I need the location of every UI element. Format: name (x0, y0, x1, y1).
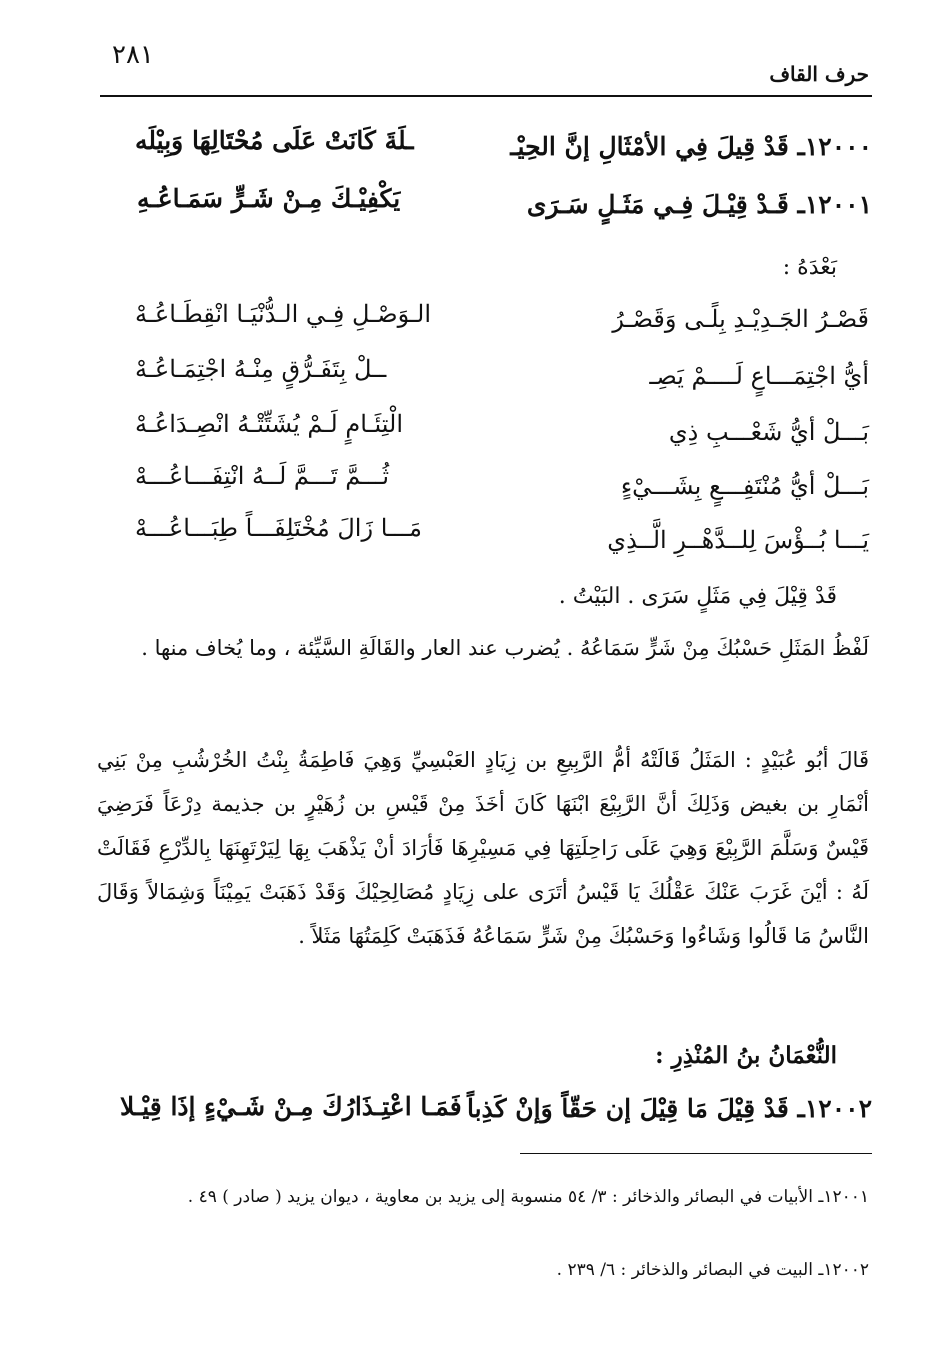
poet-label: النُّعْمَانُ بنُ المُنْذِرِ : (655, 1042, 837, 1069)
poem-line-2-second: ــلْ بِتَفَـرُّقٍ مِنْـهُ اجْتِمَـاعُـهْ (135, 355, 387, 383)
poem-line-3-first: بَـــلْ أيُّ شَعْـــبِ ذِي (668, 418, 869, 446)
quote-line: قَدْ قِيْلَ فِي مَثَلٍ سَرَى . البَيْتُ . (558, 584, 837, 609)
verse-12000-second-hemistich: ـلَةَ كَانَتْ عَلَى مُحْتَالِهَا وَبِيْلَه (135, 126, 414, 155)
running-title: حرف القاف (769, 62, 869, 86)
poem-line-4-first: بَـــلْ أيُّ مُنْتَفِـــعٍ بِشَـــيْءٍ (620, 472, 869, 500)
verse-12000-first-hemistich: ١٢٠٠٠ـ قَدْ قِيلَ فِي الأمْثَالِ إنَّ الحِيْـ (510, 132, 872, 161)
poem-line-2-first: أيُّ اجْتِمَـــاعٍ لَــــمْ يَصِـ (649, 362, 869, 390)
verse-12002-first-hemistich: ١٢٠٠٢ـ قَدْ قِيْلَ مَا قِيْلَ إن حَقّاً وَإنْ كَذِباً (466, 1094, 872, 1123)
poem-line-4-second: ثُـــمَّ تَـــمَّ لَــهُ انْتِفَـــاعُـــهْ (135, 462, 390, 490)
paragraph-meaning: لَفْظُ المَثَلِ حَسْبُكَ مِنْ شَرٍّ سَمَاعُهُ . يُضرب عند العار والقَالَةِ السَّيِّئة ، وما يُخاف منها . (141, 636, 869, 660)
poem-line-5-second: مَـــا زَالَ مُخْتَلِفَـــاً طِبَـــاعُـــهْ (135, 514, 422, 542)
verse-12001-second-hemistich: يَكْفِيْـكَ مِـنْ شَـرٍّ سَمَـاعُـهِ (137, 184, 401, 213)
poem-line-5-first: يَـــا بُــؤْسَ لِلــدَّهْــرِ الَّــذِي (607, 526, 869, 554)
poem-line-3-second: الْتِئَـامٍ لَـمْ يُشَتِّتْـهُ انْصِـدَاعُـهْ (135, 410, 404, 438)
poem-line-1-second: الـوَصْـلِ فِـي الـدُّنْيَـا انْقِطَـاعُـهْ (135, 300, 432, 328)
footnote-rule (520, 1153, 872, 1154)
paragraph-story: قَالَ أبُو عُبَيْدٍ : المَثَلُ قَالَتْهُ أمُّ الرَّبِيعِ بن زِيَادٍ العَبْسِيِّ وَهِيَ فَاطِمَةُ بِنْتُ الخُرْشُبِ مِنْ بَنِي أنْمَارِ بن بغيض وَذَلِكَ أنَّ الرَّبِيْعَ ابْنَهَا كَانَ أخَذَ مِنْ قَيْسِ بن زُهَيْرٍ بن جذيمة دِرْعَاً فَرَضِيَ قَيْسٌ وَسَلَّمَ الرَّبِيْعَ وَهِيَ عَلَى رَاحِلَتِهَا فِي مَسِيْرِهَا فَأرَادَ أنْ يَذْهَبَ بِهَا لِيَرْتَهِنَهَا بِالدِّرْعِ فَقَالَتْ لَهُ : أيْنَ غَرَبَ عَنْكَ عَقْلُكَ يَا قَيْسُ أتَرَى على زِيَادٍ مُصَالِحِيْكَ وَقَدْ ذَهَبَتْ يَمِيْنَاً وَشِمَالاً وَقَالَ النَّاسُ مَا قَالُوا وَشَاءُوا وَحَسْبُكَ مِنْ شَرٍّ سَمَاعُهُ فَذَهَبَتْ كَلِمَتُهَا مَثَلاً . (97, 748, 869, 948)
poem-line-1-first: قَصْـرُ الجَـدِيْـدِ بِلًـى وَقَصْـرُ (612, 305, 869, 333)
verse-12001-first-hemistich: ١٢٠٠١ـ قَـدْ قِيْـلَ فِـي مَثَـلٍ سَـرَى (526, 190, 872, 219)
header-rule (100, 95, 872, 97)
footnote-12001: ١٢٠٠١ـ الأبيات في البصائر والذخائر : ٣/ ٥٤ منسوبة إلى يزيد بن معاوية ، ديوان يزيد ( صادر ) ٤٩ . (187, 1187, 869, 1207)
page-number: ٢٨١ (112, 40, 154, 70)
verse-12002-second-hemistich: فَمَـا اعْتِـذَارُكَ مِـنْ شَـيْءٍ إذَا قِيْـلا (120, 1092, 462, 1121)
footnote-12002: ١٢٠٠٢ـ البيت في البصائر والذخائر : ٦/ ٢٣٩ . (556, 1260, 869, 1280)
intro-label: بَعْدَهُ : (782, 255, 837, 280)
